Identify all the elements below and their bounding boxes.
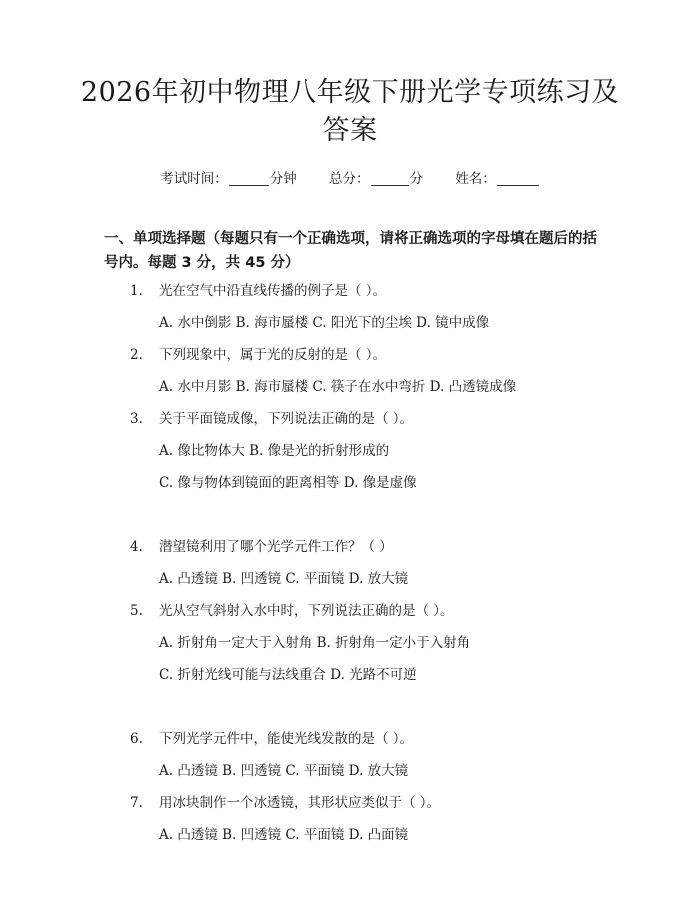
question-item xyxy=(0,726,700,790)
exam-time-field xyxy=(160,169,297,189)
question-options: A. 水中月影 B. 海市蜃楼 C. 筷子在水中弯折 D. 凸透镜成像 xyxy=(159,379,517,395)
question-stem: 下列现象中，属于光的反射的是（ ）。 xyxy=(159,347,387,363)
question-number: 4. xyxy=(130,539,143,555)
question-item xyxy=(0,278,700,342)
student-name-label: 姓名： xyxy=(455,171,496,187)
question-stem: 关于平面镜成像，下列说法正确的是（ ）。 xyxy=(159,411,414,427)
section-heading: 一、单项选择题（每题只有一个正确选项，请将正确选项的字母填在题后的括号内。每题 3 分，共 45 分） xyxy=(104,231,597,271)
question-item xyxy=(0,406,700,534)
question-item xyxy=(0,790,700,854)
question-item xyxy=(0,598,700,726)
question-stem: 光从空气斜射入水中时，下列说法正确的是（ ）。 xyxy=(159,603,454,619)
question-options: A. 像比物体大 B. 像是光的折射形成的 xyxy=(159,443,390,459)
question-item xyxy=(0,534,700,598)
total-score-blank xyxy=(371,184,409,186)
question-item xyxy=(0,342,700,406)
question-options: A. 折射角一定大于入射角 B. 折射角一定小于入射角 xyxy=(159,635,471,651)
question-number: 5. xyxy=(130,603,143,619)
student-name-blank xyxy=(497,184,539,186)
question-options: A. 水中倒影 B. 海市蜃楼 C. 阳光下的尘埃 D. 镜中成像 xyxy=(159,315,490,331)
question-number: 2. xyxy=(130,347,143,363)
total-score-label: 总分： xyxy=(329,171,370,187)
exam-time-label: 考试时间： xyxy=(160,171,228,187)
question-number: 1. xyxy=(130,283,143,299)
question-stem: 下列光学元件中，能使光线发散的是（ ）。 xyxy=(159,731,414,747)
question-options-line2: C. 折射光线可能与法线重合 D. 光路不可逆 xyxy=(159,667,417,683)
total-score-unit: 分 xyxy=(409,171,423,187)
question-list xyxy=(0,278,700,854)
question-number: 7. xyxy=(130,795,143,811)
student-name-field xyxy=(455,169,540,189)
question-stem: 用冰块制作一个冰透镜，其形状应类似于（ ）。 xyxy=(159,795,441,811)
question-stem: 光在空气中沿直线传播的例子是（ ）。 xyxy=(159,283,387,299)
total-score-field xyxy=(329,169,423,189)
question-options-line2: C. 像与物体到镜面的距离相等 D. 像是虚像 xyxy=(159,475,417,491)
question-options: A. 凸透镜 B. 凹透镜 C. 平面镜 D. 凸面镜 xyxy=(159,827,409,843)
exam-time-unit: 分钟 xyxy=(269,171,297,187)
question-stem: 潜望镜利用了哪个光学元件工作？（ ） xyxy=(159,539,393,555)
question-number: 6. xyxy=(130,731,143,747)
question-options: A. 凸透镜 B. 凹透镜 C. 平面镜 D. 放大镜 xyxy=(159,763,409,779)
exam-info-row xyxy=(0,169,700,189)
question-options: A. 凸透镜 B. 凹透镜 C. 平面镜 D. 放大镜 xyxy=(159,571,409,587)
question-number: 3. xyxy=(130,411,143,427)
exam-time-blank xyxy=(229,184,269,186)
page-title: 2026年初中物理八年级下册光学专项练习及答案 xyxy=(80,77,620,146)
